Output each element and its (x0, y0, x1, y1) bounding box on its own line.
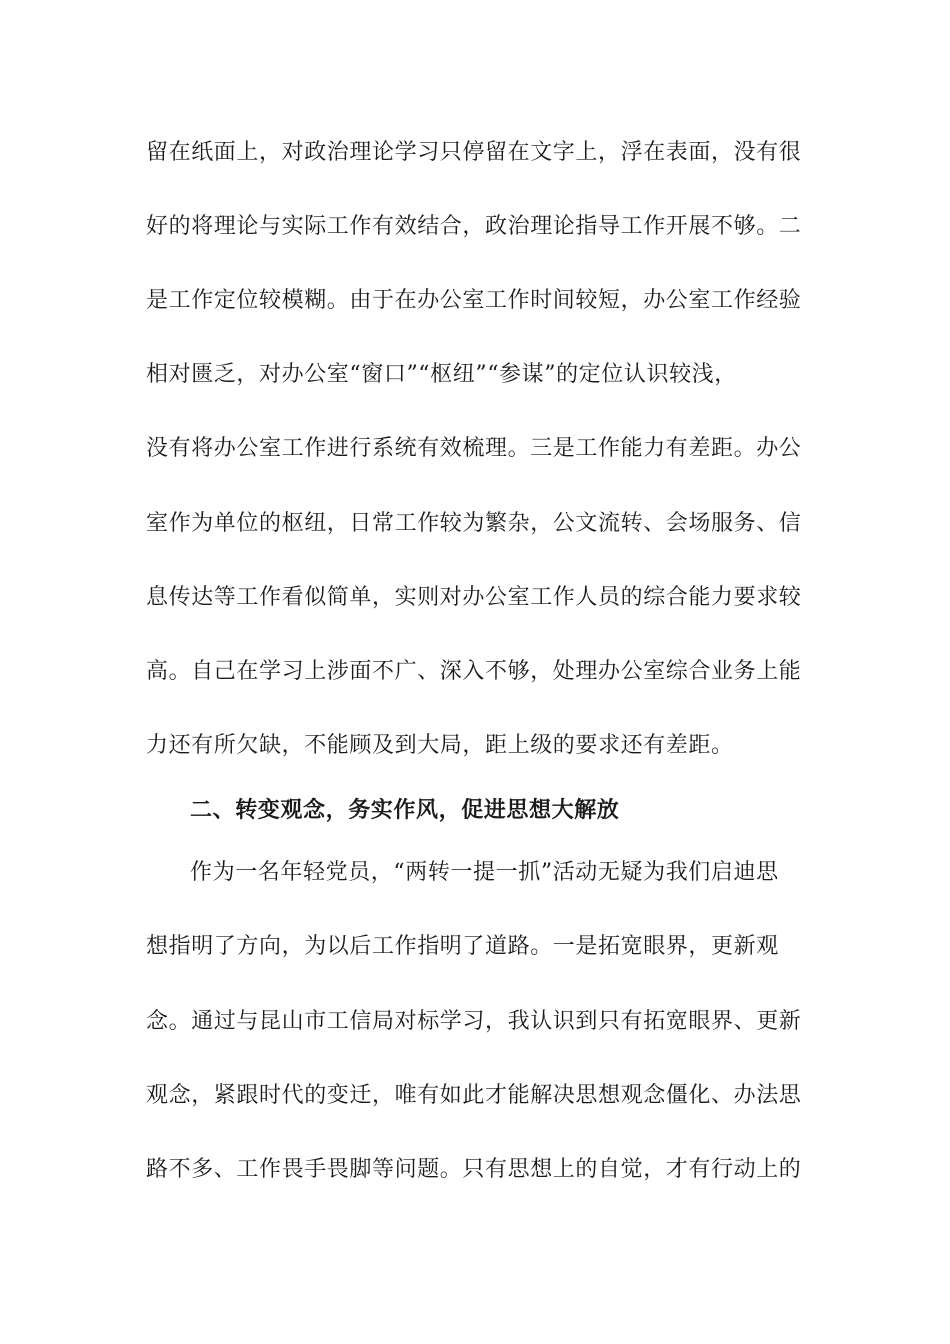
body-text-line: 是工作定位较模糊。由于在办公室工作时间较短，办公室工作经验 (146, 288, 802, 313)
body-text-line: 留在纸面上，对政治理论学习只停留在文字上，浮在表面，没有很 (146, 140, 802, 165)
body-text-line: 没有将办公室工作进行系统有效梳理。三是工作能力有差距。办公 (146, 436, 802, 461)
body-text-line: 想指明了方向，为以后工作指明了道路。一是拓宽眼界，更新观 (146, 934, 779, 959)
body-text-line: 力还有所欠缺，不能顾及到大局，距上级的要求还有差距。 (146, 733, 734, 758)
body-text-line: 观念，紧跟时代的变迁，唯有如此才能解决思想观念僵化、办法思 (146, 1083, 802, 1108)
body-text-line: 好的将理论与实际工作有效结合，政治理论指导工作开展不够。二 (146, 214, 802, 239)
body-text-line: 相对匮乏，对办公室“窗口”“枢纽”“参谋”的定位认识较浅， (146, 362, 737, 387)
body-text-line: 高。自己在学习上涉面不广、深入不够，处理办公室综合业务上能 (146, 659, 802, 684)
body-text-line: 念。通过与昆山市工信局对标学习，我认识到只有拓宽眼界、更新 (146, 1009, 802, 1034)
body-text-line: 路不多、工作畏手畏脚等问题。只有思想上的自觉，才有行动上的 (146, 1157, 802, 1182)
section-heading: 二、转变观念，务实作风，促进思想大解放 (190, 798, 620, 823)
body-text-line: 室作为单位的枢纽，日常工作较为繁杂，公文流转、会场服务、信 (146, 511, 802, 536)
body-text-line: 息传达等工作看似简单，实则对办公室工作人员的综合能力要求较 (146, 585, 802, 610)
body-text-line: 作为一名年轻党员，“两转一提一抓”活动无疑为我们启迪思 (190, 860, 779, 885)
